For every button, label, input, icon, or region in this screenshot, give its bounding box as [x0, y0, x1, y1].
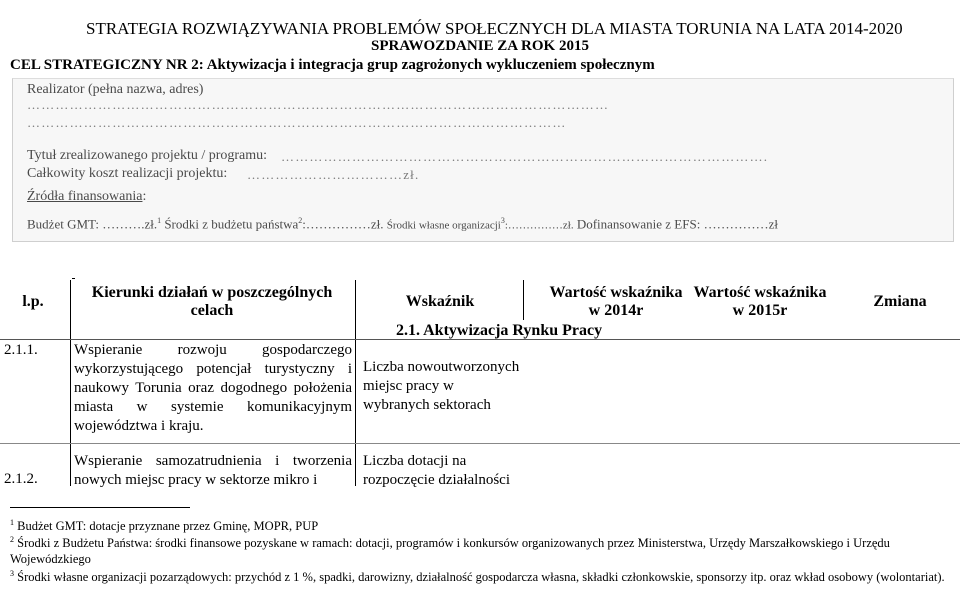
- row2-direction: Wspieranie samozatrudnienia i tworzenia nowych miejsc pracy w sektorze mikro i: [74, 453, 352, 488]
- footnote-3: [10, 566, 950, 585]
- budget-state-value[interactable]: :……………zł.: [302, 216, 384, 232]
- row1-indicator: Liczba nowoutworzonych miejsc pracy w wybranych sektorach: [363, 359, 520, 413]
- realizator-label: Realizator (pełna nazwa, adres): [27, 82, 204, 97]
- own-funds-value[interactable]: :……………zł.: [504, 219, 574, 232]
- header-value-2015-line2: w 2015r: [732, 302, 788, 319]
- strategic-goal: CEL STRATEGICZNY NR 2: Aktywizacja i integracja grup zagrożonych wykluczeniem społecznym: [10, 57, 655, 73]
- project-info-box: [12, 78, 954, 242]
- header-directions-line2: celach: [190, 302, 234, 319]
- header-value-2014: [526, 284, 706, 320]
- header-value-2015-line1: Wartość wskaźnika: [693, 284, 827, 301]
- row1-lp: 2.1.1.: [4, 342, 38, 358]
- footnote-1-text: Budżet GMT: dotacje przyznane przez Gminę, MOPR, PUP: [14, 519, 319, 534]
- budget-gmt-value[interactable]: ……….zł.: [102, 216, 158, 232]
- total-cost-label: Całkowity koszt realizacji projektu:: [27, 166, 228, 181]
- header-change: Zmiana: [873, 293, 927, 310]
- document-title: STRATEGIA ROZWIĄZYWANIA PROBLEMÓW SPOŁECZNYCH DLA MIASTA TORUNIA NA LATA 2014-2020: [86, 19, 903, 38]
- own-funds-label: Środki własne organizacji: [386, 219, 501, 232]
- footnote-2-text: Środki z Budżetu Państwa: środki finansowe pozyskane w ramach: dotacji, programów i konkursów organizowanych przez Ministerstwa, Urzędy Marszałkowskiego i Urzędu Wojewódzkiego: [10, 536, 890, 567]
- realizator-dots-2[interactable]: ……………………………………………………………………………………………………: [27, 115, 567, 130]
- header-directions: [72, 284, 352, 320]
- header-lp: l.p.: [22, 293, 44, 310]
- header-directions-line1: Kierunki działań w poszczególnych: [91, 284, 333, 301]
- header-indicator: Wskaźnik: [405, 293, 475, 310]
- project-title-label: Tytuł zrealizowanego projektu / programu:: [27, 148, 268, 163]
- section-title: 2.1. Aktywizacja Rynku Pracy: [396, 322, 603, 339]
- row1-direction: Wspieranie rozwoju gospodarczego wykorzystującego potencjał turystyczny i naukowy Torunia oraz dogodnego położenia miasta w systemie komunikacyjnym województwa i kraju.: [74, 342, 352, 434]
- col-divider-lp: [70, 280, 71, 486]
- header-value-2014-line2: w 2014r: [588, 302, 644, 319]
- col-divider-indicator: [523, 280, 524, 320]
- footnote-ref-3: 3: [500, 216, 505, 225]
- header-value-2015: [680, 284, 840, 320]
- header-value-2014-line1: Wartość wskaźnika: [549, 284, 683, 301]
- realizator-dots-1[interactable]: ……………………………………………………………………………………………………………: [27, 97, 610, 112]
- efs-value[interactable]: ……………zł: [703, 216, 778, 232]
- row2-indicator: Liczba dotacji na rozpoczęcie działalności: [363, 453, 510, 488]
- footnote-1-num: 1: [10, 518, 14, 527]
- row2-lp: 2.1.2.: [4, 471, 38, 487]
- budget-gmt-label: Budżet GMT:: [27, 216, 99, 232]
- col-divider-direction: [355, 280, 356, 486]
- footnote-2-num: 2: [10, 535, 14, 544]
- row-divider: [0, 443, 960, 444]
- budget-state-label: Środki z budżetu państwa: [164, 216, 299, 232]
- footnote-2: [10, 532, 950, 567]
- funding-breakdown: [27, 216, 778, 232]
- funding-sources-text: Źródła finansowania: [27, 189, 143, 204]
- footnote-3-num: 3: [10, 569, 14, 578]
- funding-sources-colon: :: [142, 189, 147, 204]
- footnote-separator: [10, 507, 190, 508]
- funding-sources-label: [27, 189, 146, 205]
- footnote-ref-1: 1: [157, 216, 162, 225]
- table-tick: [72, 278, 75, 279]
- project-title-dots[interactable]: ………………………………………………………………………………………….: [281, 149, 769, 164]
- footnote-ref-2: 2: [298, 216, 303, 225]
- efs-label: Dofinansowanie z EFS:: [576, 216, 701, 232]
- total-cost-dots[interactable]: ……………………………zł.: [247, 167, 420, 182]
- footnote-3-text: Środki własne organizacji pozarządowych: przychód z 1 %, spadki, darowizny, działalność gospodarcza własna, składki członkowskie, sponsorzy itp. oraz wkład osobowy (wolontariat).: [14, 570, 945, 585]
- report-title: SPRAWOZDANIE ZA ROK 2015: [371, 38, 589, 54]
